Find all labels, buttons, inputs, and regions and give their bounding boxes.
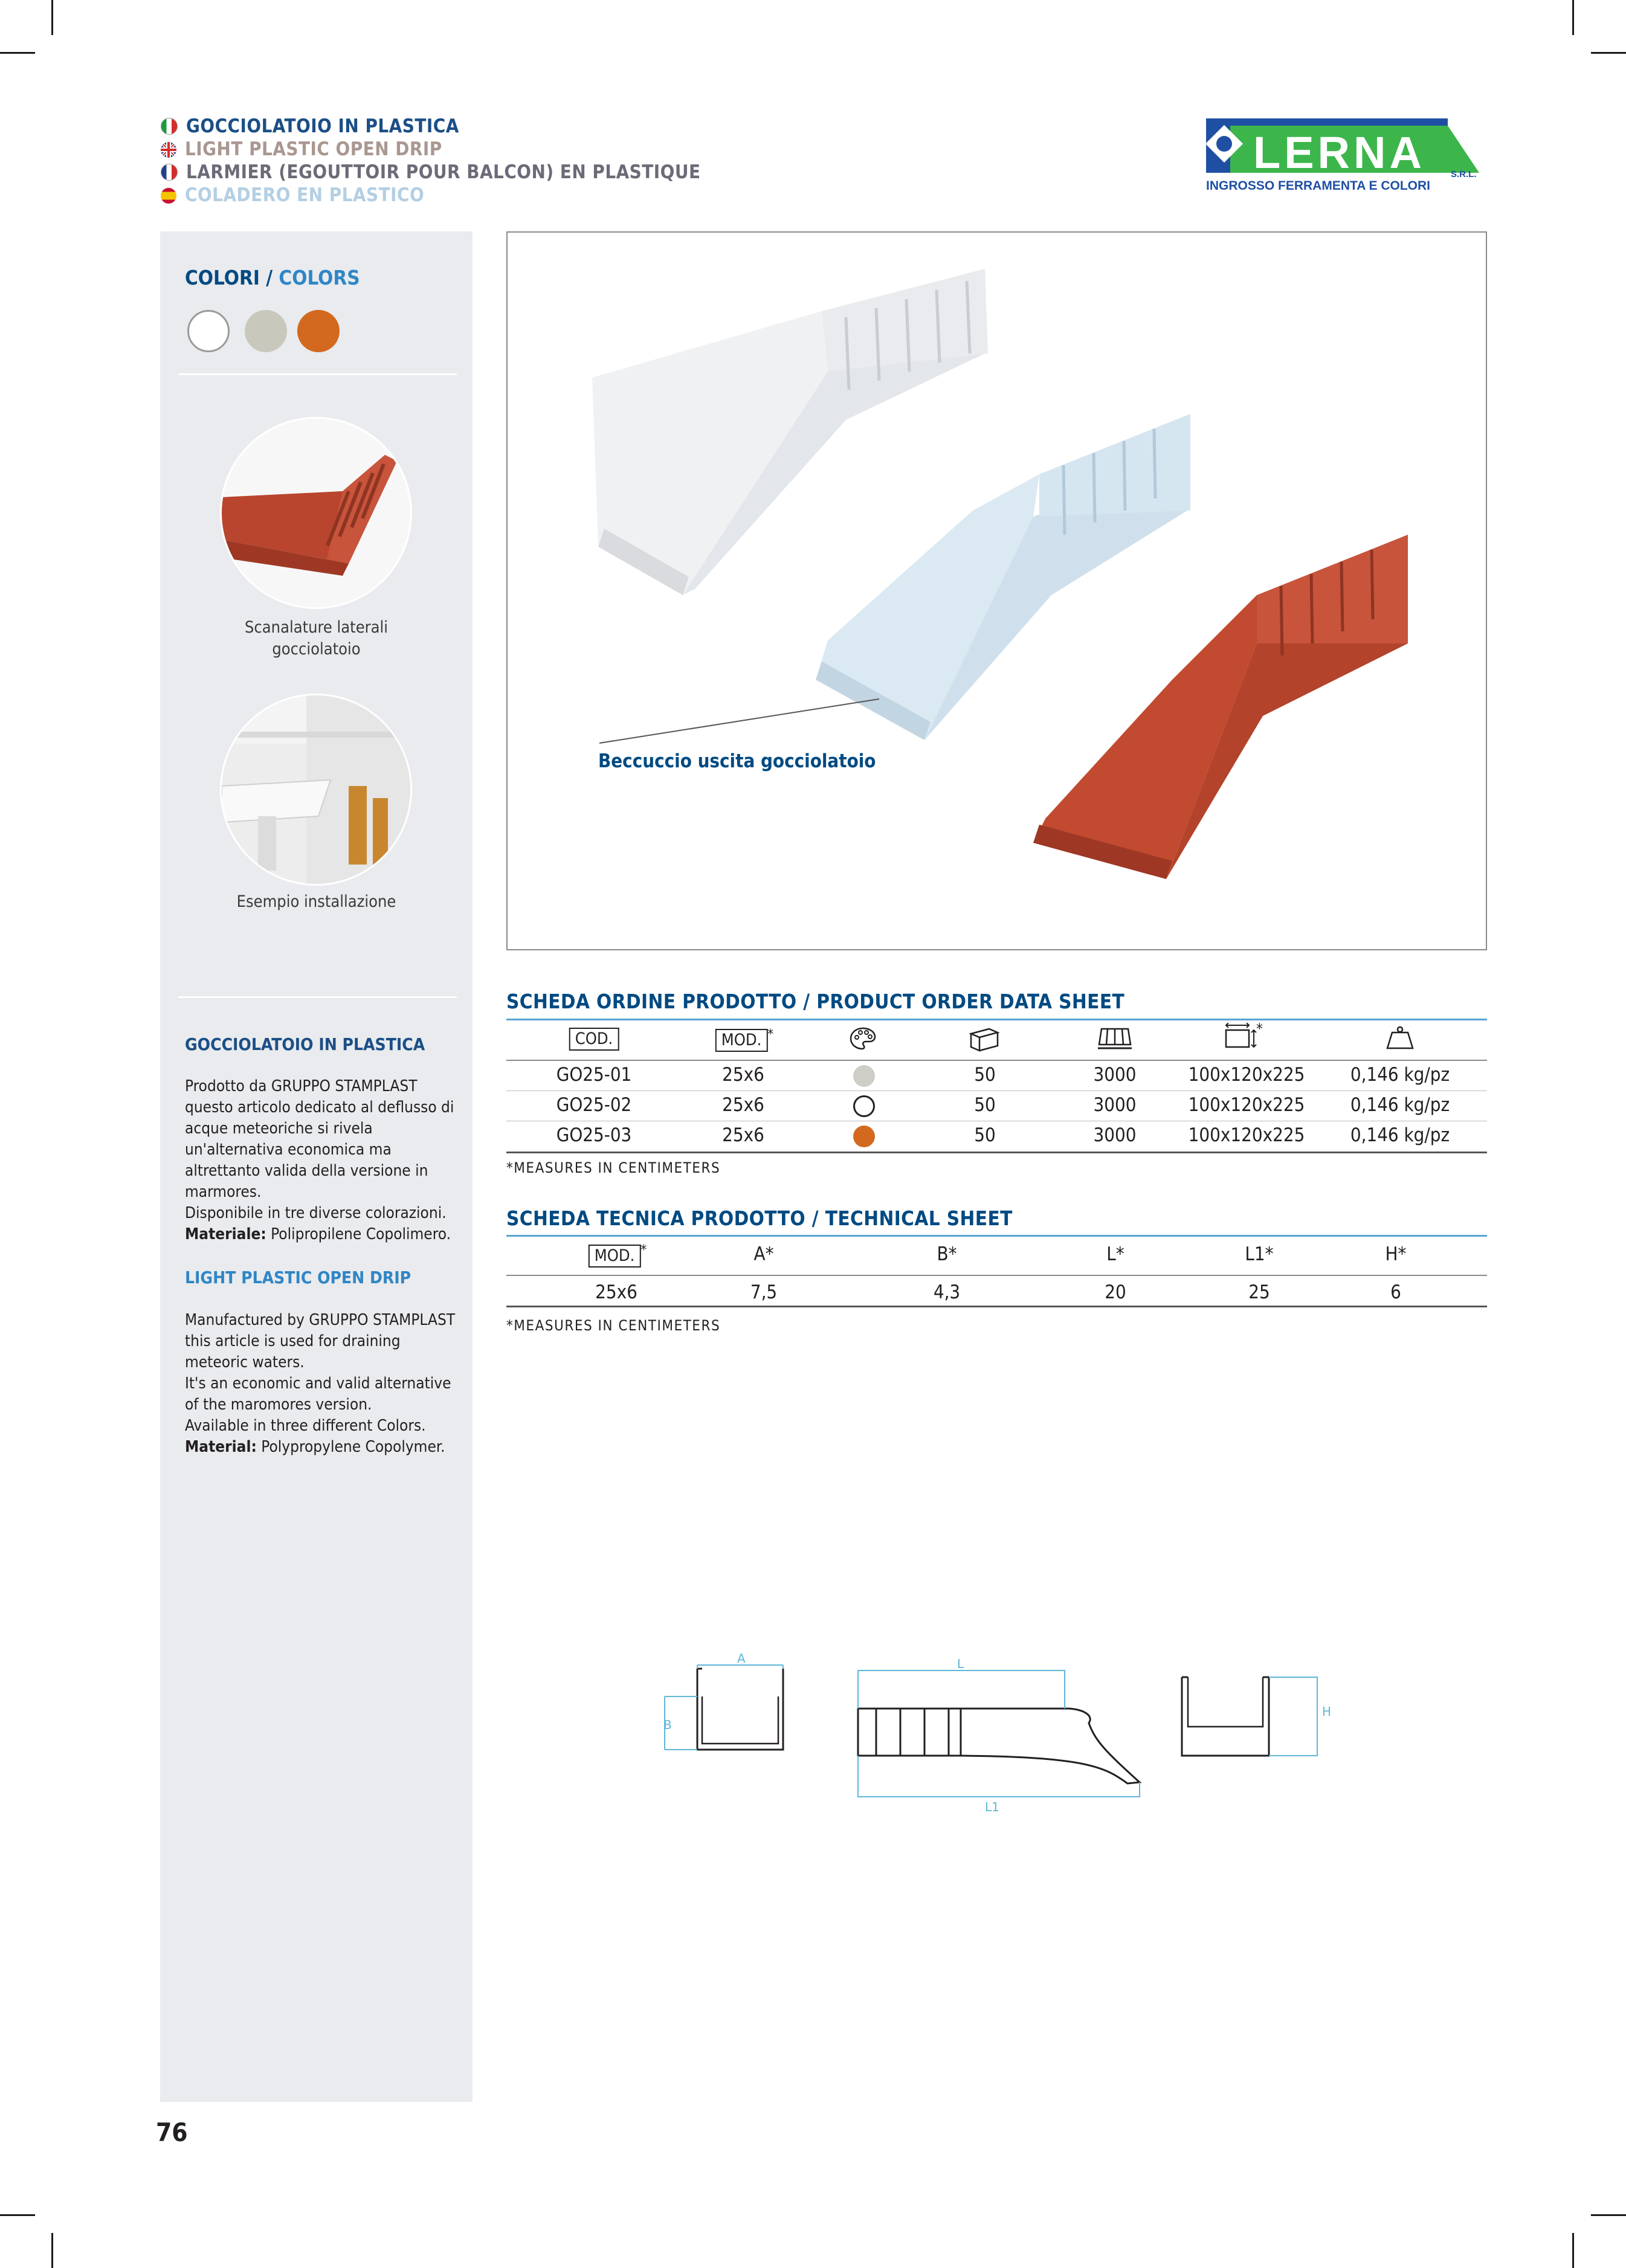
tech-cell-l: 20 xyxy=(1105,1281,1126,1303)
order-sheet-rule xyxy=(506,1019,1487,1020)
cell-weight: 0,146 kg/pz xyxy=(1350,1064,1450,1086)
logo-tagline: INGROSSO FERRAMENTA E COLORI xyxy=(1206,179,1431,193)
crop-mark xyxy=(1591,52,1626,54)
divider xyxy=(178,996,457,998)
tech-header-rule xyxy=(506,1275,1487,1276)
order-sheet-title: SCHEDA ORDINE PRODOTTO / PRODUCT ORDER DATA SHEET xyxy=(506,990,1125,1013)
header-mod: MOD. * xyxy=(715,1027,773,1052)
it-heading: GOCCIOLATOIO IN PLASTICA xyxy=(185,1034,425,1054)
cell-weight: 0,146 kg/pz xyxy=(1350,1094,1450,1116)
cell-pallet: 3000 xyxy=(1093,1064,1137,1086)
drip-light-blue xyxy=(816,414,1190,740)
end-view-drawing xyxy=(1182,1677,1317,1756)
front-view-drawing xyxy=(665,1665,783,1750)
drip-terracotta xyxy=(1033,535,1408,879)
cell-cod: GO25-01 xyxy=(556,1064,632,1086)
color-swatch-white xyxy=(187,310,230,352)
color-dot-grey xyxy=(853,1065,875,1087)
technical-drawing xyxy=(659,1649,1335,1819)
cell-mod: 25x6 xyxy=(722,1094,764,1116)
cell-weight: 0,146 kg/pz xyxy=(1350,1124,1450,1146)
en-heading: LIGHT PLASTIC OPEN DRIP xyxy=(185,1268,411,1287)
france-flag-icon xyxy=(161,164,178,181)
tech-header-mod: MOD. * xyxy=(589,1243,647,1268)
installation-caption: Esempio installazione xyxy=(236,892,396,911)
dimensions-icon: * xyxy=(1222,1023,1260,1054)
tech-cell-l1: 25 xyxy=(1248,1281,1270,1303)
cell-box: 50 xyxy=(974,1094,996,1116)
cell-dims: 100x120x225 xyxy=(1188,1124,1305,1146)
cell-pallet: 3000 xyxy=(1093,1124,1137,1146)
crop-mark xyxy=(51,0,53,35)
detail-photo xyxy=(220,417,412,609)
tech-header-l: L* xyxy=(1106,1243,1124,1265)
tech-sheet-title: SCHEDA TECNICA PRODOTTO / TECHNICAL SHEET xyxy=(506,1206,1013,1230)
order-note: *MEASURES IN CENTIMETERS xyxy=(506,1159,721,1176)
tech-header-a: A* xyxy=(753,1243,774,1265)
tech-header-b: B* xyxy=(937,1243,957,1265)
cell-mod: 25x6 xyxy=(722,1124,764,1146)
cell-dims: 100x120x225 xyxy=(1188,1064,1305,1086)
crop-mark xyxy=(1572,0,1574,35)
crop-mark xyxy=(51,2233,53,2268)
box-icon xyxy=(967,1025,1001,1054)
tech-cell-a: 7,5 xyxy=(750,1281,778,1303)
product-photo xyxy=(506,231,1487,950)
tech-bottom-rule xyxy=(506,1306,1487,1307)
colors-heading: COLORI / COLORS xyxy=(185,266,360,289)
cell-pallet: 3000 xyxy=(1093,1094,1137,1116)
cell-cod: GO25-03 xyxy=(556,1124,632,1146)
pallet-icon xyxy=(1097,1026,1133,1053)
en-description: Manufactured by GRUPPO STAMPLAST this article is used for draining meteoric waters. It's an economic and valid alternative of the maromores version. Available in three different Colors. Material: Polypropylene Copolymer. xyxy=(185,1311,456,1456)
cell-mod: 25x6 xyxy=(722,1064,764,1086)
it-description: Prodotto da GRUPPO STAMPLAST questo articolo dedicato al deflusso di acque meteoriche si rivela un'alternativa economica ma altrettanto valida della versione in marmores. Disponibile in tre diverse colorazioni. Materiale: Polipropilene Copolimero. xyxy=(185,1077,454,1243)
spain-flag-icon xyxy=(161,188,176,204)
spout-callout: Beccuccio uscita gocciolatoio xyxy=(598,750,876,772)
color-swatch-terracotta xyxy=(297,310,340,352)
crop-mark xyxy=(1572,2233,1574,2268)
weight-icon xyxy=(1385,1025,1415,1053)
lerna-logo xyxy=(1206,118,1479,196)
cell-cod: GO25-02 xyxy=(556,1094,632,1116)
color-dot-terracotta xyxy=(853,1126,875,1147)
detail-caption: Scanalature laterali gocciolatoio xyxy=(245,618,389,659)
drip-white xyxy=(592,269,988,595)
crop-mark xyxy=(0,2214,35,2216)
color-dot-white xyxy=(853,1095,875,1117)
color-swatch-grey xyxy=(245,310,287,352)
tech-cell-mod: 25x6 xyxy=(595,1281,637,1303)
divider xyxy=(178,373,457,375)
dim-label-a: A xyxy=(737,1651,746,1666)
cell-dims: 100x120x225 xyxy=(1188,1094,1305,1116)
page-number: 76 xyxy=(156,2118,188,2147)
tech-sheet-rule xyxy=(506,1235,1487,1237)
tech-header-l1: L1* xyxy=(1245,1243,1274,1265)
order-bottom-rule xyxy=(506,1152,1487,1153)
side-view-drawing xyxy=(858,1670,1140,1797)
order-header-rule xyxy=(506,1060,1487,1061)
installation-photo xyxy=(220,694,412,886)
title-es: COLADERO EN PLASTICO xyxy=(161,184,424,207)
dim-label-l: L xyxy=(957,1657,964,1671)
tech-cell-b: 4,3 xyxy=(933,1281,961,1303)
dim-label-h: H xyxy=(1322,1704,1332,1719)
title-en: LIGHT PLASTIC OPEN DRIP xyxy=(161,138,442,161)
tech-note: *MEASURES IN CENTIMETERS xyxy=(506,1317,721,1334)
tech-header-h: H* xyxy=(1385,1243,1407,1265)
title-it: GOCCIOLATOIO IN PLASTICA xyxy=(161,115,459,138)
logo-wordmark: LERNA xyxy=(1253,127,1425,178)
title-fr: LARMIER (EGOUTTOIR POUR BALCON) EN PLASTIQUE xyxy=(161,161,701,184)
cell-box: 50 xyxy=(974,1064,996,1086)
uk-flag-icon xyxy=(161,142,176,158)
crop-mark xyxy=(0,52,35,54)
header-cod: COD. xyxy=(569,1027,619,1051)
italy-flag-icon xyxy=(161,118,178,135)
tech-cell-h: 6 xyxy=(1390,1281,1401,1303)
palette-icon xyxy=(849,1026,877,1053)
crop-mark xyxy=(1591,2214,1626,2216)
dim-label-l1: L1 xyxy=(985,1800,999,1814)
cell-box: 50 xyxy=(974,1124,996,1146)
logo-suffix: S.R.L. xyxy=(1451,169,1477,179)
dim-label-b: B xyxy=(663,1718,672,1732)
